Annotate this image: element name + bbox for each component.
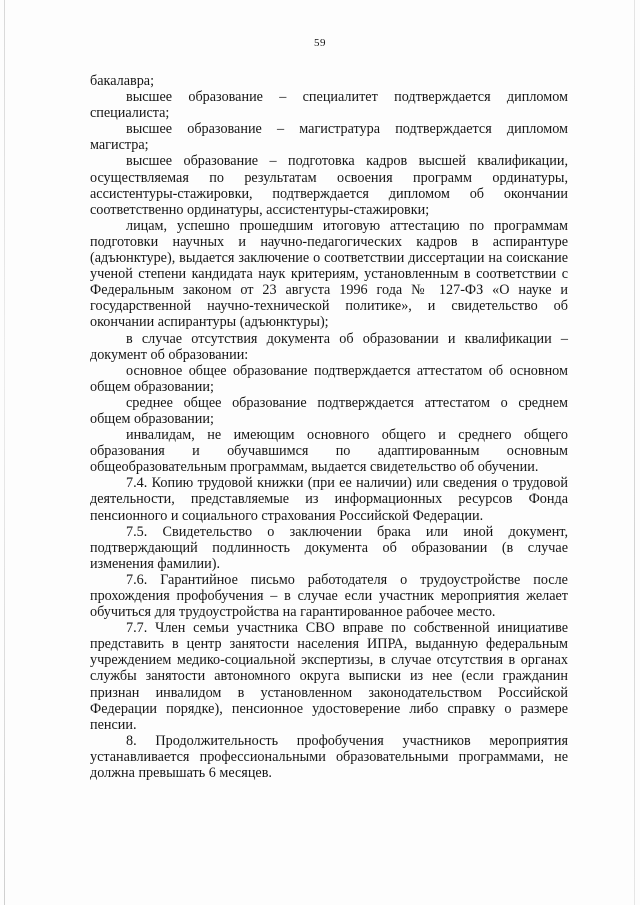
paragraph: 7.4. Копию трудовой книжки (при ее наличии) или сведения о трудовой деятельности, представляемые из информационных ресурсов Фонда пенсионного и социального страхования Российской Федерации. xyxy=(90,475,568,524)
paragraph: 8. Продолжительность профобучения участников мероприятия устанавливается профессиональными образовательными программами, не должна превышать 6 месяцев. xyxy=(90,732,568,782)
paragraph: основное общее образование подтверждается аттестатом об основном общем образовании; xyxy=(90,362,568,395)
paragraph: среднее общее образование подтверждается аттестатом о среднем общем образовании; xyxy=(90,394,568,427)
paragraph: 7.5. Свидетельство о заключении брака или иной документ, подтверждающий подлинность документа об образовании (в случае изменения фамилии). xyxy=(90,523,568,572)
paragraph: лицам, успешно прошедшим итоговую аттестацию по программам подготовки научных и научно-педагогических кадров в аспирантуре (адъюнктуре), выдается заключение о соответствии диссертации на соискание ученой степени кандидата наук критериям, установленным в соответствии с Федеральным законом от 23 августа 1996 года № 127-ФЗ «О науке и государственной научно-технической политике», и свидетельство об окончании аспирантуры (адъюнктуры); xyxy=(90,217,568,331)
paragraph: бакалавра; xyxy=(90,73,155,89)
scan-edge-right xyxy=(634,0,635,905)
paragraph: высшее образование – специалитет подтверждается дипломом специалиста; xyxy=(90,89,568,122)
paragraph: 7.7. Член семьи участника СВО вправе по собственной инициативе представить в центр занятости населения ИПРА, выданную федеральным учреждением медико-социальной экспертизы, в случае отсутствия в органах службы занятости автономного округа выписки из нее (если гражданин признан инвалидом в установленном законодательством Российской Федерации порядке), пенсионное удостоверение либо справку о размере пенсии. xyxy=(90,620,568,733)
page-number: 59 xyxy=(314,37,326,49)
document-body xyxy=(90,73,568,781)
paragraph: 7.6. Гарантийное письмо работодателя о трудоустройстве после прохождения профобучения – в случае если участник мероприятия желает обучиться для трудоустройства на гарантированное рабочее место. xyxy=(90,571,568,621)
paragraph: высшее образование – подготовка кадров высшей квалификации, осуществляемая по результатам освоения программ ординатуры, ассистентуры-стажировки, подтверждается дипломом об окончании соответственно ординатуры, ассистентуры-стажировки; xyxy=(90,153,568,218)
paragraph: в случае отсутствия документа об образовании и квалификации – документ об образовании: xyxy=(90,330,568,363)
paragraph: высшее образование – магистратура подтверждается дипломом магистра; xyxy=(90,121,568,154)
paragraph: инвалидам, не имеющим основного общего и среднего общего образования и обучавшимся по адаптированным основным общеобразовательным программам, выдается свидетельство об обучении. xyxy=(90,427,568,476)
scan-edge-left xyxy=(4,0,5,905)
